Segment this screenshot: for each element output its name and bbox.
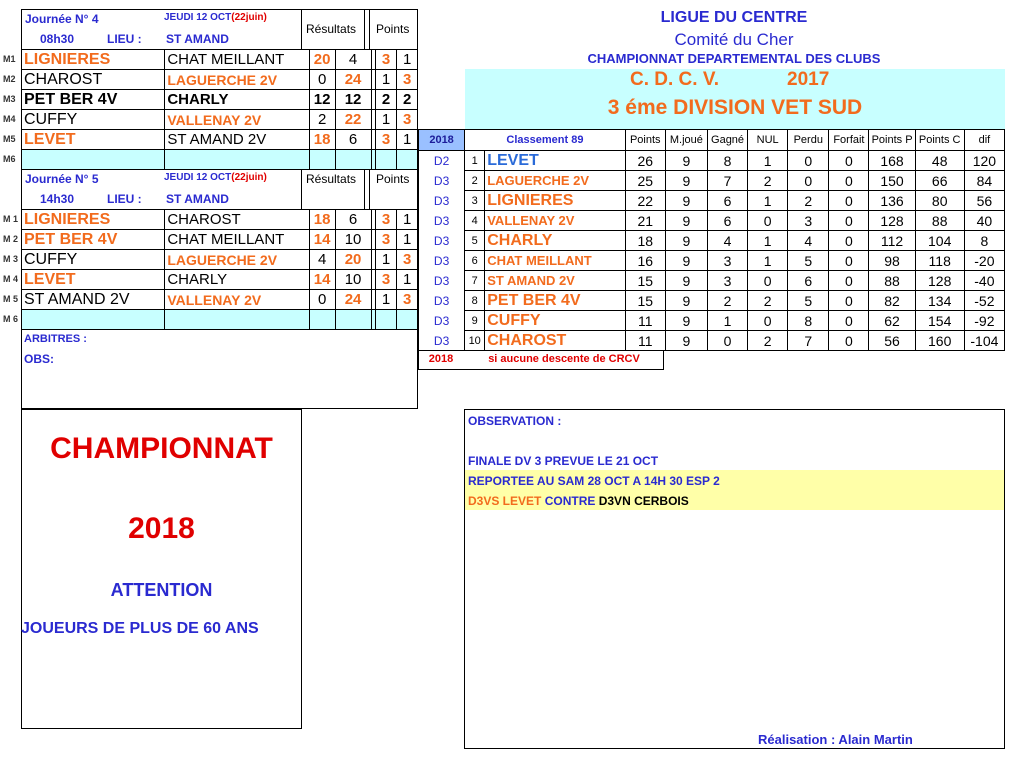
observation-line3: D3VS LEVET CONTRE D3VN CERBOIS (468, 494, 689, 508)
standings-col-header: Forfait (829, 130, 869, 151)
away-score: 12 (335, 90, 371, 110)
realisation-credit: Réalisation : Alain Martin (758, 732, 913, 747)
home-team: CUFFY (22, 110, 165, 130)
cdcv-label: C. D. C. V. (630, 69, 720, 90)
stat-value: 82 (869, 291, 915, 311)
home-team (22, 150, 165, 170)
standings-row (419, 231, 1005, 251)
home-points: 3 (375, 230, 397, 250)
away-team: VALLENAY 2V (165, 110, 309, 130)
stat-value: 2 (748, 291, 788, 311)
away-points: 2 (397, 90, 418, 110)
home-points (375, 310, 397, 330)
stat-value: 154 (915, 311, 964, 331)
home-team (22, 310, 165, 330)
stat-value: 0 (829, 271, 869, 291)
stat-value: 5 (788, 291, 829, 311)
match-row (22, 230, 418, 250)
away-team: VALLENAY 2V (165, 290, 309, 310)
stat-value: 22 (625, 191, 665, 211)
home-team: LEVET (22, 130, 165, 150)
stat-value: 0 (829, 311, 869, 331)
match-number: M5 (3, 134, 16, 144)
stat-value: 2 (788, 191, 829, 211)
standings-row (419, 191, 1005, 211)
match-row (22, 150, 418, 170)
championnat-title: CHAMPIONNAT DEPARTEMENTAL DES CLUBS (587, 51, 881, 66)
stat-value: 11 (625, 331, 665, 351)
standings-col-header: Points C (915, 130, 964, 151)
match-row (22, 250, 418, 270)
division-code: D3 (419, 231, 465, 251)
match-number: M 5 (3, 294, 19, 304)
stat-value: 9 (665, 231, 707, 251)
division-code: D3 (419, 191, 465, 211)
match-row (22, 310, 418, 330)
stat-value: 8 (707, 151, 747, 171)
away-points: 1 (397, 270, 418, 290)
match-row (22, 290, 418, 310)
home-team: LIGNIERES (22, 50, 165, 70)
division-code: D3 (419, 311, 465, 331)
obs-label: OBS: (24, 352, 54, 366)
stat-value: 9 (665, 271, 707, 291)
away-team: LAGUERCHE 2V (165, 70, 309, 90)
standings-title: Classement 89 (465, 130, 626, 151)
stat-value: 168 (869, 151, 915, 171)
j4-results-table (21, 49, 418, 170)
observation-label: OBSERVATION : (468, 414, 562, 428)
home-team: ST AMAND 2V (22, 290, 165, 310)
stat-value: -40 (964, 271, 1004, 291)
home-score: 18 (309, 210, 335, 230)
j5-lieu-label: LIEU : (107, 192, 142, 206)
stat-value: 84 (964, 171, 1004, 191)
home-points: 3 (375, 50, 397, 70)
home-score: 18 (309, 130, 335, 150)
match-number: M 6 (3, 314, 19, 324)
stat-value: 9 (665, 191, 707, 211)
home-score: 4 (309, 250, 335, 270)
stat-value: 0 (788, 171, 829, 191)
stat-value: 0 (829, 251, 869, 271)
away-team: CHAROST (165, 210, 309, 230)
stat-value: 26 (625, 151, 665, 171)
j5-pts-box (369, 169, 418, 209)
j4-pts-box (369, 9, 418, 49)
match-number: M2 (3, 74, 16, 84)
j4-date: JEUDI 12 OCT(22juin) (164, 12, 267, 23)
away-points: 3 (397, 250, 418, 270)
stat-value: 56 (964, 191, 1004, 211)
home-team: PET BER 4V (22, 90, 165, 110)
j4-title: Journée N° 4 (25, 12, 99, 26)
stat-value: 0 (829, 211, 869, 231)
home-score: 12 (309, 90, 335, 110)
promo-joueurs: JOUEURS DE PLUS DE 60 ANS (21, 620, 259, 637)
stat-value: 6 (788, 271, 829, 291)
stat-value: 160 (915, 331, 964, 351)
away-score: 24 (335, 70, 371, 90)
standings-year: 2018 (419, 130, 465, 151)
stat-value: 3 (707, 271, 747, 291)
away-team (165, 310, 309, 330)
rank: 8 (465, 291, 485, 311)
match-row (22, 110, 418, 130)
j5-col-results: Résultats (306, 172, 357, 186)
stat-value: 56 (869, 331, 915, 351)
stat-value: 62 (869, 311, 915, 331)
team-name: LEVET (485, 151, 625, 171)
stat-value: 136 (869, 191, 915, 211)
match-number: M 4 (3, 274, 19, 284)
team-name: CHAT MEILLANT (485, 251, 625, 271)
away-score (335, 150, 371, 170)
season-year: 2017 (787, 69, 830, 90)
j5-res-box (301, 169, 365, 209)
home-points: 3 (375, 130, 397, 150)
stat-value: 5 (788, 251, 829, 271)
away-score: 4 (335, 50, 371, 70)
standings-row (419, 251, 1005, 271)
match-number: M3 (3, 94, 16, 104)
match-row (22, 270, 418, 290)
away-points: 1 (397, 210, 418, 230)
stat-value: 6 (707, 191, 747, 211)
stat-value: 15 (625, 291, 665, 311)
home-team: CUFFY (22, 250, 165, 270)
stat-value: -20 (964, 251, 1004, 271)
footer-year: 2018 (428, 353, 454, 365)
away-team: ST AMAND 2V (165, 130, 309, 150)
promo-attention: ATTENTION (110, 580, 213, 600)
stat-value: 9 (665, 171, 707, 191)
stat-value: 1 (748, 231, 788, 251)
stat-value: 112 (869, 231, 915, 251)
standings-col-header: Perdu (788, 130, 829, 151)
stat-value: 4 (707, 231, 747, 251)
away-points (397, 150, 418, 170)
away-points: 3 (397, 70, 418, 90)
team-name: CUFFY (485, 311, 625, 331)
stat-value: 9 (665, 211, 707, 231)
stat-value: 0 (748, 211, 788, 231)
arbitres-label: ARBITRES : (24, 333, 87, 345)
j5-lieu: ST AMAND (166, 192, 229, 206)
stat-value: 8 (788, 311, 829, 331)
stat-value: 0 (829, 231, 869, 251)
standings-col-header: Gagné (707, 130, 747, 151)
away-points: 1 (397, 130, 418, 150)
standings-row (419, 311, 1005, 331)
stat-value: 1 (748, 251, 788, 271)
division-code: D3 (419, 171, 465, 191)
stat-value: 0 (788, 151, 829, 171)
rank: 4 (465, 211, 485, 231)
stat-value: 1 (748, 151, 788, 171)
standings-header (419, 130, 1005, 151)
stat-value: 48 (915, 151, 964, 171)
stat-value: 0 (748, 311, 788, 331)
j5-title: Journée N° 5 (25, 172, 99, 186)
team-name: CHARLY (485, 231, 625, 251)
stat-value: 134 (915, 291, 964, 311)
j5-time: 14h30 (40, 192, 75, 206)
team-name: LIGNIERES (485, 191, 625, 211)
away-points: 1 (397, 230, 418, 250)
match-number: M 2 (3, 234, 19, 244)
stat-value: 104 (915, 231, 964, 251)
home-team: LEVET (22, 270, 165, 290)
division-code: D3 (419, 291, 465, 311)
away-team: LAGUERCHE 2V (165, 250, 309, 270)
away-team: CHARLY (165, 90, 309, 110)
stat-value: -52 (964, 291, 1004, 311)
stat-value: 21 (625, 211, 665, 231)
j4-lieu-label: LIEU : (107, 32, 142, 46)
rank: 2 (465, 171, 485, 191)
stat-value: 3 (707, 251, 747, 271)
j4-col-results: Résultats (306, 22, 357, 36)
stat-value: -104 (964, 331, 1004, 351)
division-code: D3 (419, 271, 465, 291)
promo-year: 2018 (128, 512, 195, 545)
stat-value: 7 (788, 331, 829, 351)
away-points: 1 (397, 50, 418, 70)
stat-value: 16 (625, 251, 665, 271)
home-points: 1 (375, 110, 397, 130)
stat-value: 88 (869, 271, 915, 291)
promo-title: CHAMPIONNAT (50, 432, 273, 465)
home-score: 14 (309, 230, 335, 250)
home-team: LIGNIERES (22, 210, 165, 230)
home-score: 20 (309, 50, 335, 70)
stat-value: 18 (625, 231, 665, 251)
j4-res-box (301, 9, 365, 49)
match-row (22, 210, 418, 230)
match-number: M 3 (3, 254, 19, 264)
j4-time: 08h30 (40, 32, 75, 46)
j4-lieu: ST AMAND (166, 32, 229, 46)
stat-value: 118 (915, 251, 964, 271)
rank: 10 (465, 331, 485, 351)
standings-col-header: Points P (869, 130, 915, 151)
rank: 6 (465, 251, 485, 271)
observation-line1: FINALE DV 3 PREVUE LE 21 OCT (468, 454, 659, 468)
stat-value: 4 (788, 231, 829, 251)
stat-value: 128 (915, 271, 964, 291)
standings-row (419, 331, 1005, 351)
rank: 9 (465, 311, 485, 331)
away-team: CHARLY (165, 270, 309, 290)
team-name: CHAROST (485, 331, 625, 351)
rank: 5 (465, 231, 485, 251)
standings-col-header: Points (625, 130, 665, 151)
away-points (397, 310, 418, 330)
away-team: CHAT MEILLANT (165, 230, 309, 250)
stat-value: 9 (665, 151, 707, 171)
rank: 7 (465, 271, 485, 291)
match-number: M 1 (3, 214, 19, 224)
stat-value: 66 (915, 171, 964, 191)
stat-value: 0 (829, 331, 869, 351)
away-score: 10 (335, 230, 371, 250)
j5-date: JEUDI 12 OCT(22juin) (164, 172, 267, 183)
away-points: 3 (397, 110, 418, 130)
home-points (375, 150, 397, 170)
observation-line2: REPORTEE AU SAM 28 OCT A 14H 30 ESP 2 (468, 474, 720, 488)
away-team (165, 150, 309, 170)
home-points: 3 (375, 270, 397, 290)
stat-value: 3 (788, 211, 829, 231)
stat-value: 150 (869, 171, 915, 191)
match-row (22, 70, 418, 90)
stat-value: 0 (829, 291, 869, 311)
standings-row (419, 271, 1005, 291)
home-points: 1 (375, 290, 397, 310)
away-score: 10 (335, 270, 371, 290)
standings-col-header: NUL (748, 130, 788, 151)
stat-value: 8 (964, 231, 1004, 251)
division-code: D3 (419, 211, 465, 231)
standings-col-header: M.joué (665, 130, 707, 151)
match-row (22, 130, 418, 150)
stat-value: 1 (748, 191, 788, 211)
standings-row (419, 151, 1005, 171)
stat-value: -92 (964, 311, 1004, 331)
standings-row (419, 211, 1005, 231)
home-team: PET BER 4V (22, 230, 165, 250)
ligue-title: LIGUE DU CENTRE (660, 9, 808, 26)
home-score: 0 (309, 290, 335, 310)
home-score (309, 310, 335, 330)
stat-value: 9 (665, 251, 707, 271)
team-name: PET BER 4V (485, 291, 625, 311)
stat-value: 0 (748, 271, 788, 291)
rank: 1 (465, 151, 485, 171)
away-score: 6 (335, 130, 371, 150)
standings-row (419, 291, 1005, 311)
stat-value: 80 (915, 191, 964, 211)
stat-value: 15 (625, 271, 665, 291)
stat-value: 25 (625, 171, 665, 191)
j5-results-table (21, 209, 418, 330)
home-score (309, 150, 335, 170)
away-score: 22 (335, 110, 371, 130)
division-title: 3 éme DIVISION VET SUD (607, 96, 863, 119)
team-name: LAGUERCHE 2V (485, 171, 625, 191)
stat-value: 88 (915, 211, 964, 231)
team-name: ST AMAND 2V (485, 271, 625, 291)
home-points: 1 (375, 250, 397, 270)
stat-value: 0 (829, 171, 869, 191)
away-points: 3 (397, 290, 418, 310)
standings-col-header: dif (964, 130, 1004, 151)
match-number: M1 (3, 54, 16, 64)
stat-value: 40 (964, 211, 1004, 231)
stat-value: 0 (707, 331, 747, 351)
home-points: 3 (375, 210, 397, 230)
home-score: 14 (309, 270, 335, 290)
stat-value: 2 (748, 331, 788, 351)
stat-value: 1 (707, 311, 747, 331)
division-code: D2 (419, 151, 465, 171)
standings-table (418, 129, 1005, 351)
stat-value: 11 (625, 311, 665, 331)
comite-title: Comité du Cher (674, 30, 794, 49)
away-score (335, 310, 371, 330)
match-number: M6 (3, 154, 16, 164)
stat-value: 6 (707, 211, 747, 231)
division-code: D3 (419, 331, 465, 351)
j4-col-points: Points (376, 22, 410, 36)
home-team: CHAROST (22, 70, 165, 90)
stat-value: 9 (665, 311, 707, 331)
footer-note: si aucune descente de CRCV (488, 353, 640, 365)
match-row (22, 50, 418, 70)
division-code: D3 (419, 251, 465, 271)
stat-value: 98 (869, 251, 915, 271)
stat-value: 9 (665, 291, 707, 311)
stat-value: 0 (829, 191, 869, 211)
home-points: 2 (375, 90, 397, 110)
away-team: CHAT MEILLANT (165, 50, 309, 70)
home-points: 1 (375, 70, 397, 90)
stat-value: 128 (869, 211, 915, 231)
standings-row (419, 171, 1005, 191)
away-score: 24 (335, 290, 371, 310)
j5-col-points: Points (376, 172, 410, 186)
match-row (22, 90, 418, 110)
away-score: 6 (335, 210, 371, 230)
stat-value: 0 (829, 151, 869, 171)
stat-value: 7 (707, 171, 747, 191)
match-number: M4 (3, 114, 16, 124)
home-score: 2 (309, 110, 335, 130)
stat-value: 2 (707, 291, 747, 311)
home-score: 0 (309, 70, 335, 90)
stat-value: 120 (964, 151, 1004, 171)
away-score: 20 (335, 250, 371, 270)
rank: 3 (465, 191, 485, 211)
stat-value: 2 (748, 171, 788, 191)
stat-value: 9 (665, 331, 707, 351)
team-name: VALLENAY 2V (485, 211, 625, 231)
